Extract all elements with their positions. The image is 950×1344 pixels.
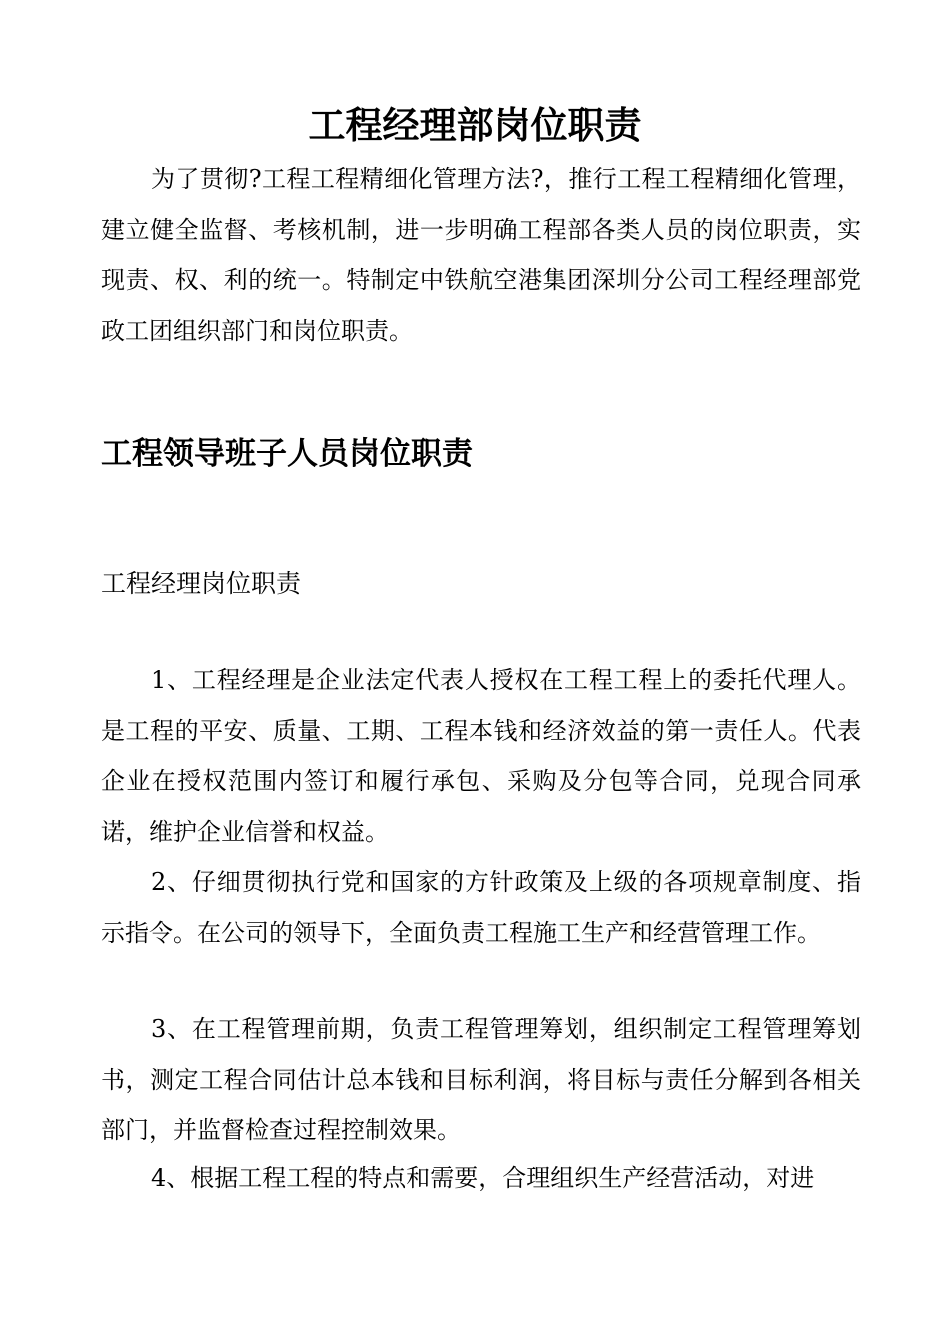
duty-item-2: 2、仔细贯彻执行党和国家的方针政策及上级的各项规章制度、指示指令。在公司的领导下，全面负责工程施工生产和经营管理工作。 <box>101 868 861 947</box>
duty-item-3: 3、在工程管理前期，负责工程管理筹划，组织制定工程管理筹划书，测定工程合同估计总本钱和目标利润，将目标与责任分解到各相关部门，并监督检查过程控制效果。 <box>101 1015 861 1144</box>
document-title: 工程经理部岗位职责 <box>308 104 642 147</box>
section-heading: 工程领导班子人员岗位职责 <box>101 436 473 472</box>
intro-paragraph: 为了贯彻?工程工程精细化管理方法?，推行工程工程精细化管理，建立健全监督、考核机制，进一步明确工程部各类人员的岗位职责，实现责、权、利的统一。特制定中铁航空港集团深圳分公司工程经理部党政工团组织部门和岗位职责。 <box>101 165 861 345</box>
duty-item-4: 4、根据工程工程的特点和需要，合理组织生产经营活动，对进 <box>151 1164 815 1192</box>
duty-item-1: 1、工程经理是企业法定代表人授权在工程工程上的委托代理人。是工程的平安、质量、工期、工程本钱和经济效益的第一责任人。代表企业在授权范围内签订和履行承包、采购及分包等合同，兑现合同承诺，维护企业信誉和权益。 <box>101 666 861 846</box>
subsection-heading: 工程经理岗位职责 <box>101 569 302 598</box>
